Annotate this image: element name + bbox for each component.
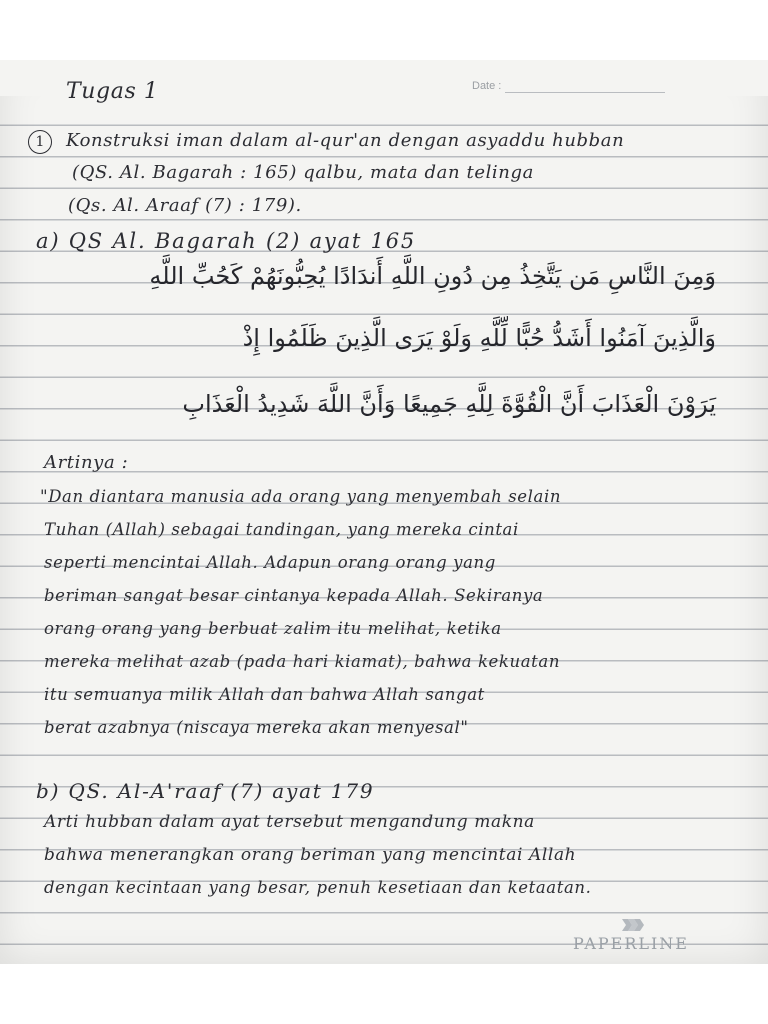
question-number: 1 [28, 130, 52, 154]
question-line-3: (Qs. Al. Araaf (7) : 179). [68, 195, 302, 216]
date-label: Date : [472, 80, 502, 92]
page-title: Tugas 1 [66, 79, 159, 104]
artinya-label: Artinya : [44, 452, 129, 473]
paperline-logo-icon [566, 916, 696, 934]
translation-line-1: "Dan diantara manusia ada orang yang menyembah selain [40, 487, 562, 506]
translation-line-7: itu semuanya milik Allah dan bahwa Allah sangat [44, 685, 485, 704]
arabic-verse-line-2: وَالَّذِينَ آمَنُوا أَشَدُّ حُبًّا لِّلَّهِ وَلَوْ يَرَى الَّذِينَ ظَلَمُوا إِذْ [242, 324, 716, 352]
arabic-verse-line-3: يَرَوْنَ الْعَذَابَ أَنَّ الْقُوَّةَ لِلَّهِ جَمِيعًا وَأَنَّ اللَّهَ شَدِيدُ الْعَذَابِ [182, 390, 716, 418]
translation-line-5: orang orang yang berbuat zalim itu melihat, ketika [44, 619, 502, 638]
answer-line-1: Arti hubban dalam ayat tersebut mengandung makna [44, 812, 535, 832]
paperline-logo [566, 916, 696, 958]
date-line [505, 92, 665, 93]
arabic-verse-line-1: وَمِنَ النَّاسِ مَن يَتَّخِذُ مِن دُونِ اللَّهِ أَندَادًا يُحِبُّونَهُمْ كَحُبِّ اللَّهِ [149, 262, 716, 290]
answer-line-2: bahwa menerangkan orang beriman yang mencintai Allah [44, 845, 577, 865]
translation-line-4: beriman sangat besar cintanya kepada Allah. Sekiranya [44, 586, 544, 605]
paperline-brand: PAPERLINE [573, 934, 689, 953]
section-b-heading: b) QS. Al-A'raaf (7) ayat 179 [36, 779, 375, 803]
section-a-heading: a) QS Al. Bagarah (2) ayat 165 [36, 229, 417, 253]
translation-line-6: mereka melihat azab (pada hari kiamat), bahwa kekuatan [44, 652, 561, 671]
translation-line-2: Tuhan (Allah) sebagai tandingan, yang mereka cintai [44, 520, 519, 539]
question-line-1: Konstruksi iman dalam al-qur'an dengan asyaddu hubban [66, 130, 625, 151]
question-line-2: (QS. Al. Bagarah : 165) qalbu, mata dan telinga [72, 162, 534, 183]
translation-line-8: berat azabnya (niscaya mereka akan menyesal" [44, 718, 469, 737]
translation-line-3: seperti mencintai Allah. Adapun orang orang yang [44, 553, 496, 572]
answer-line-3: dengan kecintaan yang besar, penuh kesetiaan dan ketaatan. [44, 878, 592, 897]
